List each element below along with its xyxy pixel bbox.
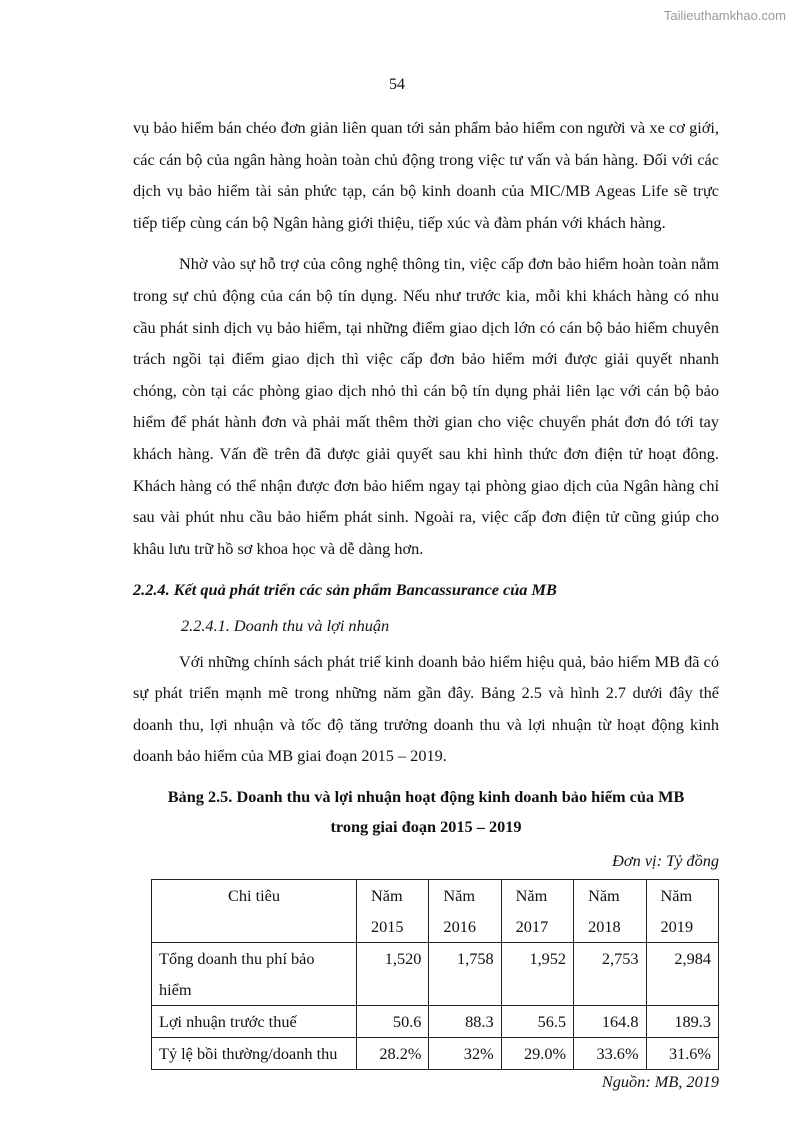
table-cell: 56.5 bbox=[501, 1005, 573, 1037]
header-year-2018: Năm 2018 bbox=[574, 879, 646, 942]
table-cell: 1,520 bbox=[356, 942, 428, 1005]
row-label: Tổng doanh thu phí bảo hiểm bbox=[152, 942, 357, 1005]
header-indicator: Chi tiêu bbox=[152, 879, 357, 942]
document-body bbox=[133, 112, 719, 1094]
header-year-2016: Năm 2016 bbox=[429, 879, 501, 942]
table-cell: 29.0% bbox=[501, 1037, 573, 1069]
row-label: Tỷ lệ bồi thường/doanh thu bbox=[152, 1037, 357, 1069]
table-cell: 33.6% bbox=[574, 1037, 646, 1069]
header-year-2015: Năm 2015 bbox=[356, 879, 428, 942]
table-cell: 32% bbox=[429, 1037, 501, 1069]
table-cell: 88.3 bbox=[429, 1005, 501, 1037]
table-title-line-1: Bảng 2.5. Doanh thu và lợi nhuận hoạt động kinh doanh bảo hiểm của MB bbox=[167, 786, 685, 806]
page-number: 54 bbox=[389, 76, 405, 93]
row-label: Lợi nhuận trước thuế bbox=[152, 1005, 357, 1037]
table-header-row bbox=[152, 879, 719, 942]
table-title bbox=[133, 782, 719, 842]
revenue-table bbox=[151, 879, 719, 1070]
header-year-2019: Năm 2019 bbox=[646, 879, 718, 942]
header-year-2017: Năm 2017 bbox=[501, 879, 573, 942]
table-cell: 28.2% bbox=[356, 1037, 428, 1069]
section-heading: 2.2.4. Kết quả phát triển các sản phẩm Bancassurance của MB bbox=[133, 580, 557, 600]
table-cell: 2,984 bbox=[646, 942, 718, 1005]
table-cell: 2,753 bbox=[574, 942, 646, 1005]
table-unit: Đơn vị: Tỷ đồng bbox=[612, 850, 719, 870]
paragraph-2: Nhờ vào sự hỗ trợ của công nghệ thông tin, việc cấp đơn bảo hiểm hoàn toàn nằm trong sự chủ động của cán bộ tín dụng. Nếu như trước kia, mỗi khi khách hàng có nhu cầu phát sinh dịch vụ bảo hiểm, tại những điểm giao dịch lớn có cán bộ bảo hiểm chuyên trách ngồi tại điểm giao dịch thì việc cấp đơn bảo hiểm mới được giải quyết nhanh chóng, còn tại các phòng giao dịch nhỏ thì cán bộ tín dụng phải liên lạc với cán bộ bảo hiểm để phát hành đơn và phải mất thêm thời gian cho việc chuyển phát đơn đó tới tay khách hàng. Vấn đề trên đã được giải quyết sau khi hình thức đơn điện tử hoạt đông. Khách hàng có thể nhận được đơn bảo hiểm ngay tại phòng giao dịch của Ngân hàng chỉ sau vài phút nhu cầu bảo hiểm phát sinh. Ngoài ra, việc cấp đơn điện tử cũng giúp cho khâu lưu trữ hồ sơ khoa học và dễ dàng hơn. bbox=[133, 254, 719, 558]
table-cell: 1,952 bbox=[501, 942, 573, 1005]
table-row bbox=[152, 942, 719, 1005]
table-row bbox=[152, 1037, 719, 1069]
paragraph-1: vụ bảo hiểm bán chéo đơn giản liên quan tới sản phẩm bảo hiểm con người và xe cơ giới, các cán bộ của ngân hàng hoàn toàn chủ động trong việc tư vấn và bán hàng. Đối với các dịch vụ bảo hiểm tài sản phức tạp, cán bộ kinh doanh của MIC/MB Ageas Life sẽ trực tiếp tiếp cùng cán bộ Ngân hàng giới thiệu, tiếp xúc và đàm phán với khách hàng. bbox=[133, 118, 719, 232]
table-cell: 50.6 bbox=[356, 1005, 428, 1037]
table-title-line-2: trong giai đoạn 2015 – 2019 bbox=[330, 816, 522, 836]
paragraph-3: Với những chính sách phát triể kinh doanh bảo hiểm hiệu quả, bảo hiểm MB đã có sự phát triển mạnh mẽ trong những năm gần đây. Bảng 2.5 và hình 2.7 dưới đây thể doanh thu, lợi nhuận và tốc độ tăng trưởng doanh thu và lợi nhuận từ hoạt động kinh doanh bảo hiểm của MB giai đoạn 2015 – 2019. bbox=[133, 651, 719, 766]
table-cell: 31.6% bbox=[646, 1037, 718, 1069]
table-cell: 1,758 bbox=[429, 942, 501, 1005]
table-source: Nguồn: MB, 2019 bbox=[601, 1071, 719, 1091]
table-cell: 164.8 bbox=[574, 1005, 646, 1037]
table-row bbox=[152, 1005, 719, 1037]
watermark-text: Tailieuthamkhao.com bbox=[663, 8, 786, 23]
table-cell: 189.3 bbox=[646, 1005, 718, 1037]
subsection-heading: 2.2.4.1. Doanh thu và lợi nhuận bbox=[181, 615, 390, 635]
